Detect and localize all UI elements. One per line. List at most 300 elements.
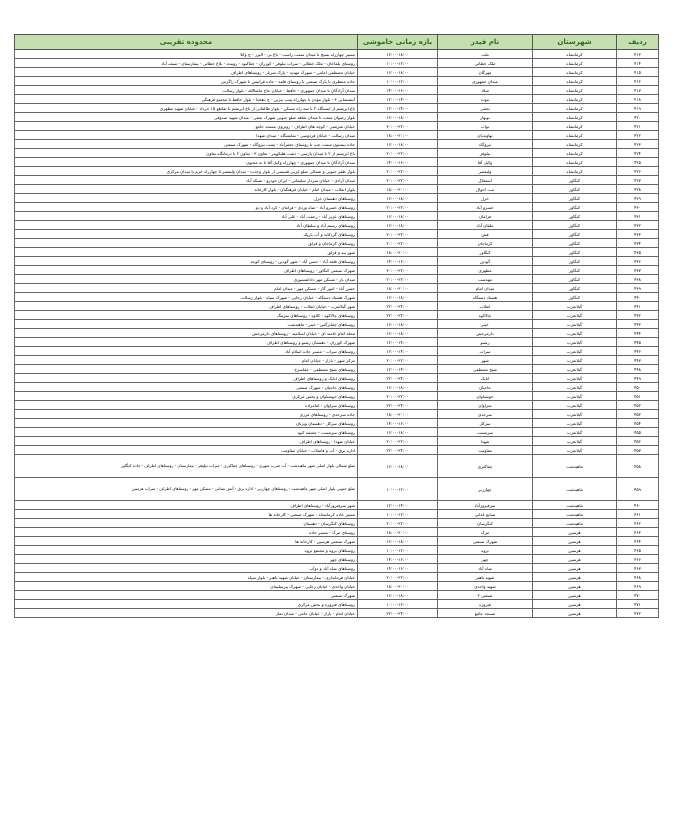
table-row	[15, 185, 659, 194]
cell-area: خیابان شریعتی - کوچه های اطراف - روبروی مسجد جامع	[15, 122, 358, 131]
cell-area: روستاهای چهر	[15, 555, 358, 564]
cell-feeder: رشنو	[438, 338, 533, 347]
cell-time-range: ۱۶:۰۰-۱۸:۰۰	[358, 68, 438, 77]
cell-time-range: ۲۲:۰۰-۲۴:۰۰	[358, 302, 438, 311]
cell-feeder: فیروزه	[438, 600, 533, 609]
cell-row-number: ۴۲۱	[617, 122, 659, 131]
cell-row-number: ۴۶۰	[617, 501, 659, 510]
cell-row-number: ۴۶۵	[617, 546, 659, 555]
cell-city: کرمانشاه	[533, 167, 617, 176]
cell-area: روستاهای دهستان خرل	[15, 194, 358, 203]
cell-feeder: انقلاب	[438, 302, 533, 311]
cell-time-range: ۱۸:۰۰-۲۰:۰۰	[358, 528, 438, 537]
cell-row-number: ۴۲۶	[617, 167, 659, 176]
cell-time-range: ۱۲:۰۰-۱۴:۰۰	[358, 338, 438, 347]
cell-row-number: ۴۲۵	[617, 158, 659, 167]
cell-area: روستاهای چالاکوه - کلاوه - روستاهای سرتنگ	[15, 311, 358, 320]
cell-feeder: سرکل	[438, 419, 533, 428]
table-row	[15, 239, 659, 248]
cell-time-range: ۱۸:۰۰-۲۰:۰۰	[358, 410, 438, 419]
cell-area: میدان آزادگان تا میدان جمهوری - حافظ - خیابان حاج ماشاالله - بلوار رسالت	[15, 86, 358, 95]
cell-row-number: ۴۶۲	[617, 519, 659, 528]
cell-feeder: چقاکبری	[438, 455, 533, 478]
table-row	[15, 510, 659, 519]
cell-city: گیلانغرب	[533, 374, 617, 383]
cell-time-range: ۲۰:۰۰-۲۲:۰۰	[358, 239, 438, 248]
cell-area: جاده منتظری تا پارک صنعتی با روستای قلعه - جاده قرانیس تا شهرک زاگرس	[15, 77, 358, 86]
cell-feeder: ولیعصر	[438, 167, 533, 176]
cell-city: کرمانشاه	[533, 50, 617, 59]
cell-feeder: سرفیروزآباد	[438, 501, 533, 510]
cell-city: کنگاور	[533, 230, 617, 239]
table-row	[15, 401, 659, 410]
cell-row-number: ۴۶۸	[617, 573, 659, 582]
table-row	[15, 77, 659, 86]
cell-time-range: ۱۶:۰۰-۱۸:۰۰	[358, 591, 438, 600]
cell-feeder: شیخ مصطفی	[438, 365, 533, 374]
cell-row-number: ۴۶۱	[617, 510, 659, 519]
cell-area: شهرک صنعتی کنگاور - روستاهای اطراف	[15, 266, 358, 275]
cell-area: حسن آباد - امور گاز - مسکن مهر - میدان امام	[15, 284, 358, 293]
cell-feeder: خسرو آباد	[438, 203, 533, 212]
table-row	[15, 221, 659, 230]
cell-city: هرسین	[533, 537, 617, 546]
table-row	[15, 419, 659, 428]
cell-area: روستاهای فیروزه و بخش مرکزی	[15, 600, 358, 609]
cell-feeder: میلاد	[438, 86, 533, 95]
table-row	[15, 537, 659, 546]
table-row	[15, 356, 659, 365]
cell-feeder: سراب	[438, 347, 533, 356]
cell-row-number: ۴۷۲	[617, 609, 659, 618]
table-row	[15, 86, 659, 95]
cell-row-number: ۴۱۷	[617, 86, 659, 95]
cell-time-range: ۱۶:۰۰-۱۸:۰۰	[358, 50, 438, 59]
cell-city: ماهیدشت	[533, 510, 617, 519]
header-feeder: نام فیدر	[438, 35, 533, 50]
cell-feeder: میدان جمهوری	[438, 77, 533, 86]
cell-feeder: نیلوفر	[438, 149, 533, 158]
outage-schedule-sheet	[14, 34, 659, 618]
table-row	[15, 167, 659, 176]
cell-area: میدان آزادی - خیابان سردار سلیمانی - ایران خودرو - شبکه آباد	[15, 176, 358, 185]
table-row	[15, 203, 659, 212]
cell-area: میدان رسالت - خیابان فردوسی - نمایشگاه - میدان شهدا	[15, 131, 358, 140]
cell-time-range: ۱۶:۰۰-۱۸:۰۰	[358, 140, 438, 149]
cell-time-range: ۲۰:۰۰-۲۲:۰۰	[358, 230, 438, 239]
header-time-range: بازه زمانی خاموشی	[358, 35, 438, 50]
cell-city: کرمانشاه	[533, 95, 617, 104]
cell-time-range: ۱۸:۰۰-۲۰:۰۰	[358, 248, 438, 257]
cell-city: ماهیدشت	[533, 519, 617, 528]
cell-feeder: مهدشت	[438, 275, 533, 284]
table-row	[15, 275, 659, 284]
cell-row-number: ۴۳۰	[617, 203, 659, 212]
cell-city: کنگاور	[533, 212, 617, 221]
cell-feeder: خیبر	[438, 320, 533, 329]
cell-city: هرسین	[533, 564, 617, 573]
cell-feeder: کنگرسان	[438, 519, 533, 528]
cell-city: گیلانغرب	[533, 437, 617, 446]
cell-row-number: ۴۳۱	[617, 212, 659, 221]
cell-city: ماهیدشت	[533, 455, 617, 478]
table-row	[15, 320, 659, 329]
cell-feeder: ثبت احوال	[438, 185, 533, 194]
cell-feeder: مقاومت	[438, 446, 533, 455]
cell-area: بلوار ظفر جنوبی و شمالی ضلع غربی قسمتی از بلوار وحدت - میدان ولیعصر تا چهارراه خرم تا میدان مرکزی	[15, 167, 358, 176]
cell-row-number: ۴۳۵	[617, 248, 659, 257]
cell-row-number: ۴۱۸	[617, 95, 659, 104]
cell-time-range: ۱۲:۰۰-۱۴:۰۰	[358, 104, 438, 113]
table-row	[15, 131, 659, 140]
table-row	[15, 176, 659, 185]
cell-city: کرمانشاه	[533, 158, 617, 167]
cell-feeder: کرماجان	[438, 239, 533, 248]
cell-city: کنگاور	[533, 257, 617, 266]
table-row	[15, 104, 659, 113]
cell-feeder: ملت	[438, 50, 533, 59]
cell-row-number: ۴۳۲	[617, 221, 659, 230]
cell-feeder: اتابک	[438, 374, 533, 383]
cell-row-number: ۴۵۶	[617, 437, 659, 446]
cell-time-range: ۲۲:۰۰-۲۴:۰۰	[358, 374, 438, 383]
cell-city: گیلانغرب	[533, 446, 617, 455]
cell-city: هرسین	[533, 591, 617, 600]
cell-city: کنگاور	[533, 185, 617, 194]
cell-feeder: صنایع غذایی	[438, 510, 533, 519]
cell-row-number: ۴۵۹	[617, 478, 659, 501]
cell-feeder: فرامان	[438, 212, 533, 221]
table-row	[15, 347, 659, 356]
table-row	[15, 50, 659, 59]
cell-area: روستاهای قلعه آباد - حسن آباد - شهر گودین - روستای کوچه	[15, 257, 358, 266]
cell-area: محله امام خامنه ای - خیابان اسلامیه - روستاهای دارمرخش	[15, 329, 358, 338]
cell-feeder: نبوت	[438, 95, 533, 104]
cell-city: کنگاور	[533, 284, 617, 293]
cell-row-number: ۴۴۳	[617, 320, 659, 329]
table-row	[15, 158, 659, 167]
cell-area: روستاهای گردکانه و آب باریک	[15, 230, 358, 239]
cell-city: گیلانغرب	[533, 365, 617, 374]
cell-feeder: شهدا	[438, 437, 533, 446]
cell-city: کرمانشاه	[533, 68, 617, 77]
cell-feeder: گودین	[438, 257, 533, 266]
cell-feeder: وکیل آقا	[438, 158, 533, 167]
cell-row-number: ۴۶۷	[617, 564, 659, 573]
cell-time-range: ۱۴:۰۰-۱۶:۰۰	[358, 158, 438, 167]
cell-row-number: ۴۲۳	[617, 140, 659, 149]
cell-area: روستاهای سراب - مسیر جاده اسلام آباد	[15, 347, 358, 356]
cell-time-range: ۱۸:۰۰-۲۰:۰۰	[358, 284, 438, 293]
cell-time-range: ۱۰:۰۰-۱۲:۰۰	[358, 59, 438, 68]
cell-city: گیلانغرب	[533, 356, 617, 365]
cell-area: خیابان مصطفی امامی - شهرک مهدیه - پارک سرباز - روستاهای اطراف	[15, 68, 358, 77]
table-row	[15, 528, 659, 537]
table-row	[15, 383, 659, 392]
cell-feeder: شهید باهنر	[438, 573, 533, 582]
cell-row-number: ۴۶۹	[617, 582, 659, 591]
cell-area: روستاهای اتابک و روستاهای اطراف	[15, 374, 358, 383]
cell-area: روستاهای کنگرسان - دهستان	[15, 519, 358, 528]
cell-time-range: ۱۴:۰۰-۱۶:۰۰	[358, 564, 438, 573]
cell-feeder: سراوان	[438, 401, 533, 410]
table-row	[15, 455, 659, 478]
cell-feeder: شهرک صنعتی	[438, 537, 533, 546]
cell-row-number: ۴۵۳	[617, 410, 659, 419]
table-row	[15, 428, 659, 437]
table-row	[15, 59, 659, 68]
cell-row-number: ۴۴۶	[617, 347, 659, 356]
cell-city: کنگاور	[533, 221, 617, 230]
table-row	[15, 582, 659, 591]
cell-time-range: ۲۰:۰۰-۲۲:۰۰	[358, 149, 438, 158]
cell-area: خیابان واحدی - خیابان رجایی - شهرک پیرسلیمان	[15, 582, 358, 591]
cell-area: روستاهای شاه آباد و دوآب	[15, 564, 358, 573]
header-area: محدوده تقریبی	[15, 35, 358, 50]
cell-feeder: ملقان آباد	[438, 221, 533, 230]
cell-area: روستاهای حاجیان - شهرک صنعتی	[15, 383, 358, 392]
cell-area: باغ ابریشم از ایستگاه ۲ تا سه راه مسکن - بلوار طالقانی از باغ ابریشم تا تقاطع ۱۵ خرداد - خیابان شهید مطهری	[15, 104, 358, 113]
cell-city: کرمانشاه	[533, 104, 617, 113]
cell-time-range: ۱۶:۰۰-۱۸:۰۰	[358, 329, 438, 338]
cell-area: روستاهای کرماجان و قزلق	[15, 239, 358, 248]
cell-time-range: ۱۲:۰۰-۱۴:۰۰	[358, 347, 438, 356]
cell-row-number: ۴۵۰	[617, 383, 659, 392]
cell-time-range: ۱۶:۰۰-۱۸:۰۰	[358, 455, 438, 478]
cell-time-range: ۱۴:۰۰-۱۶:۰۰	[358, 257, 438, 266]
cell-row-number: ۴۳۷	[617, 266, 659, 275]
cell-city: کرمانشاه	[533, 113, 617, 122]
table-row	[15, 248, 659, 257]
cell-time-range: ۲۲:۰۰-۲۴:۰۰	[358, 401, 438, 410]
cell-row-number: ۴۲۹	[617, 194, 659, 203]
cell-city: گیلانغرب	[533, 347, 617, 356]
cell-time-range: ۱۴:۰۰-۱۶:۰۰	[358, 86, 438, 95]
cell-city: هرسین	[533, 573, 617, 582]
cell-time-range: ۲۰:۰۰-۲۲:۰۰	[358, 356, 438, 365]
cell-area: اداره برق - آب و فاضلاب - خیابان مقاومت	[15, 446, 358, 455]
cell-feeder: نجفی	[438, 104, 533, 113]
cell-row-number: ۴۳۹	[617, 284, 659, 293]
cell-area: بلوار رضوان مبعث تا میدان شاهد ضلع جنوبی شهرک نجفی - میدان شهید صدوقی	[15, 113, 358, 122]
cell-time-range: ۱۶:۰۰-۱۸:۰۰	[358, 320, 438, 329]
cell-city: کرمانشاه	[533, 140, 617, 149]
table-row	[15, 149, 659, 158]
cell-city: گیلانغرب	[533, 392, 617, 401]
cell-feeder: نهاوندیان	[438, 131, 533, 140]
cell-feeder: چهر	[438, 555, 533, 564]
cell-city: کرمانشاه	[533, 122, 617, 131]
cell-area: باغ ابریشم از ۲ تا میدان پارسی - دشت هلیکوپتر - تعاون ۳ - تعاون ۲ تا درمانگاه تعاون	[15, 149, 358, 158]
cell-time-range: ۱۶:۰۰-۱۸:۰۰	[358, 428, 438, 437]
cell-row-number: ۴۶۴	[617, 537, 659, 546]
cell-city: ماهیدشت	[533, 478, 617, 501]
cell-city: هرسین	[533, 555, 617, 564]
cell-area: روستاهای بروه و مجتمع بروه	[15, 546, 358, 555]
table-row	[15, 266, 659, 275]
cell-row-number: ۴۴۱	[617, 302, 659, 311]
cell-row-number: ۴۱۳	[617, 50, 659, 59]
table-row	[15, 284, 659, 293]
cell-feeder: فش	[438, 230, 533, 239]
cell-area: روستاهای عزیز آباد - رحمت آباد - علی آباد	[15, 212, 358, 221]
cell-area: شهر سرفیروزآباد - روستاهای اطراف	[15, 501, 358, 510]
table-row	[15, 329, 659, 338]
cell-city: گیلانغرب	[533, 338, 617, 347]
cell-area: جاده سرحدی - روستاهای مرزی	[15, 410, 358, 419]
cell-row-number: ۴۲۸	[617, 185, 659, 194]
cell-area: مسیر جاده کرمانشاه - شهرک صنعتی - کارخانه ها	[15, 510, 358, 519]
cell-city: گیلانغرب	[533, 401, 617, 410]
table-row	[15, 302, 659, 311]
cell-area: مسیر چهارراه بسیج تا میدان سمت راست - باغ نی - البرز - ج وکلا	[15, 50, 358, 59]
cell-row-number: ۴۴۹	[617, 374, 659, 383]
cell-time-range: ۱۰:۰۰-۱۲:۰۰	[358, 478, 438, 501]
cell-area: شهرک کوزران - دهستان رشنو و روستاهای اطراف	[15, 338, 358, 347]
cell-row-number: ۴۴۲	[617, 311, 659, 320]
cell-time-range: ۱۰:۰۰-۱۲:۰۰	[358, 510, 438, 519]
cell-feeder: سرحدی	[438, 410, 533, 419]
table-row	[15, 609, 659, 618]
cell-city: هرسین	[533, 528, 617, 537]
cell-city: کنگاور	[533, 293, 617, 302]
cell-city: کنگاور	[533, 248, 617, 257]
cell-row-number: ۴۴۴	[617, 329, 659, 338]
cell-feeder: کنگاور	[438, 248, 533, 257]
cell-row-number: ۴۵۸	[617, 455, 659, 478]
cell-feeder: شاه آباد	[438, 564, 533, 573]
cell-city: هرسین	[533, 609, 617, 618]
cell-city: هرسین	[533, 582, 617, 591]
table-row	[15, 293, 659, 302]
header-city: شهرستان	[533, 35, 617, 50]
cell-time-range: ۲۰:۰۰-۲۲:۰۰	[358, 203, 438, 212]
cell-row-number: ۴۱۴	[617, 59, 659, 68]
cell-row-number: ۴۲۲	[617, 131, 659, 140]
cell-city: کنگاور	[533, 239, 617, 248]
cell-feeder: چالاکوه	[438, 311, 533, 320]
cell-row-number: ۴۱۵	[617, 68, 659, 77]
cell-city: گیلانغرب	[533, 383, 617, 392]
cell-feeder: صنعتی ۲	[438, 591, 533, 600]
cell-city: کرمانشاه	[533, 86, 617, 95]
cell-city: هرسین	[533, 600, 617, 609]
cell-area: شهرک صنعتی هرسین - کارخانه ها	[15, 537, 358, 546]
cell-feeder: استقلال	[438, 176, 533, 185]
cell-city: کرمانشاه	[533, 131, 617, 140]
table-row	[15, 446, 659, 455]
cell-area: روستای بلماخان - ملک خطائی - سراب نیلوفر - کوزران - چقاکبود - روینده - بلاغ خطائی - بیمارستان - سیف آباد	[15, 59, 358, 68]
cell-area: مرکز شهر - بازار - خیابان امام	[15, 356, 358, 365]
cell-row-number: ۴۳۳	[617, 230, 659, 239]
table-row	[15, 257, 659, 266]
cell-feeder: هشتاد دستگاه	[438, 293, 533, 302]
cell-area: شهرک صنعتی	[15, 591, 358, 600]
cell-time-range: ۱۶:۰۰-۱۸:۰۰	[358, 221, 438, 230]
cell-row-number: ۴۴۸	[617, 365, 659, 374]
cell-time-range: ۱۰:۰۰-۱۲:۰۰	[358, 600, 438, 609]
table-header-row	[15, 35, 659, 50]
cell-time-range: ۲۰:۰۰-۲۲:۰۰	[358, 392, 438, 401]
cell-row-number: ۴۵۷	[617, 446, 659, 455]
cell-row-number: ۴۵۴	[617, 419, 659, 428]
cell-feeder: مسجد جامع	[438, 609, 533, 618]
cell-row-number: ۴۱۶	[617, 77, 659, 86]
cell-time-range: ۱۶:۰۰-۱۸:۰۰	[358, 212, 438, 221]
cell-row-number: ۴۳۴	[617, 239, 659, 248]
cell-time-range: ۱۶:۰۰-۱۸:۰۰	[358, 293, 438, 302]
cell-feeder: مطهری	[438, 266, 533, 275]
cell-area: روستاهای سراوان - امامزاده	[15, 401, 358, 410]
cell-area: روستاهای شیخ مصطفی - چقاسرخ	[15, 365, 358, 374]
cell-area: روستاهای سرکل - دهستان ویژنان	[15, 419, 358, 428]
cell-area: بلوار انقلاب - میدان امام - خیابان فرهنگیان - بلوار کارخانه	[15, 185, 358, 194]
cell-city: کنگاور	[533, 275, 617, 284]
table-row	[15, 311, 659, 320]
table-row	[15, 501, 659, 510]
cell-time-range: ۱۶:۰۰-۱۸:۰۰	[358, 194, 438, 203]
cell-city: گیلانغرب	[533, 311, 617, 320]
table-row	[15, 122, 659, 131]
table-row	[15, 478, 659, 501]
header-row-number: ردیف	[617, 35, 659, 50]
table-row	[15, 95, 659, 104]
cell-feeder: شهید واحدی	[438, 582, 533, 591]
cell-row-number: ۴۶۶	[617, 555, 659, 564]
table-row	[15, 600, 659, 609]
cell-row-number: ۴۳۸	[617, 275, 659, 284]
cell-row-number: ۴۱۹	[617, 104, 659, 113]
cell-time-range: ۱۲:۰۰-۱۴:۰۰	[358, 95, 438, 104]
cell-feeder: میدان امام	[438, 284, 533, 293]
cell-area: خیابان امام - بازار - خیابان جامی - میدان نماز	[15, 609, 358, 618]
cell-city: کرمانشاه	[533, 77, 617, 86]
cell-time-range: ۱۰:۰۰-۱۲:۰۰	[358, 546, 438, 555]
cell-time-range: ۱۲:۰۰-۱۴:۰۰	[358, 501, 438, 510]
cell-time-range: ۲۲:۰۰-۲۴:۰۰	[358, 446, 438, 455]
cell-row-number: ۴۲۷	[617, 176, 659, 185]
cell-time-range: ۱۴:۰۰-۱۶:۰۰	[358, 419, 438, 428]
cell-area: آتشنشانی ۳ - بلوار مؤذن تا چهارراه پمپ بنزین - ج دهخدا - بلوار حافظ تا مجتمع فرهنگی	[15, 95, 358, 104]
cell-feeder: ملک خطائی	[438, 59, 533, 68]
cell-time-range: ۱۸:۰۰-۲۰:۰۰	[358, 131, 438, 140]
cell-feeder: دارمرخش	[438, 329, 533, 338]
cell-city: گیلانغرب	[533, 320, 617, 329]
cell-row-number: ۴۵۱	[617, 392, 659, 401]
cell-time-range: ۲۰:۰۰-۲۲:۰۰	[358, 266, 438, 275]
cell-area: میدان آزادگان تا میدان جمهوری - چهارراه وکیل آقا تا ته مجنون	[15, 158, 358, 167]
table-row	[15, 392, 659, 401]
cell-area: ضلع شمالی بلوار اصلی شهر ماهیدشت - آب شرب شهری - روستاهای چقاکبری - سراب نیلوفر - بیمارستان - روستاهای اطراف - جاده کنگاور	[15, 455, 358, 478]
table-row	[15, 212, 659, 221]
cell-city: کنگاور	[533, 176, 617, 185]
cell-feeder: نیروگاه	[438, 140, 533, 149]
cell-time-range: ۱۸:۰۰-۲۰:۰۰	[358, 582, 438, 591]
table-row	[15, 519, 659, 528]
cell-city: کرمانشاه	[533, 149, 617, 158]
cell-feeder: نواب	[438, 122, 533, 131]
table-row	[15, 338, 659, 347]
table-row	[15, 68, 659, 77]
cell-area: روستاهای چقانرگس - خیبر - ماهیدشت	[15, 320, 358, 329]
table-row	[15, 365, 659, 374]
cell-row-number: ۴۵۲	[617, 401, 659, 410]
cell-time-range: ۲۲:۰۰-۲۴:۰۰	[358, 311, 438, 320]
cell-area: خیابان شهدا - روستاهای اطراف	[15, 437, 358, 446]
cell-time-range: ۱۶:۰۰-۱۸:۰۰	[358, 537, 438, 546]
cell-area: شهر پیه و قزلق	[15, 248, 358, 257]
cell-city: کرمانشاه	[533, 59, 617, 68]
